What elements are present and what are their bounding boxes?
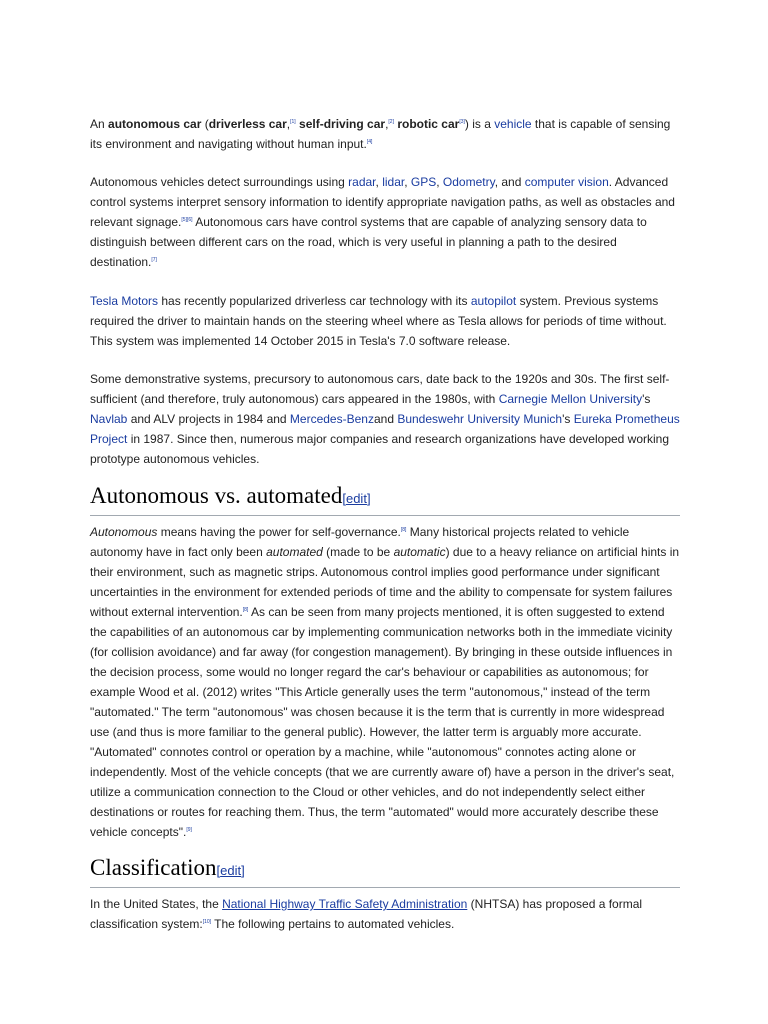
edit-section-link[interactable] [216,863,244,878]
link-eureka-prometheus[interactable]: Eureka Prometheus Project [90,412,680,446]
text: The following pertains to automated vehicles. [211,917,455,931]
citation-link[interactable]: [9] [186,827,192,833]
citation-link[interactable]: [5][6] [181,217,193,223]
citation-link[interactable]: [1] [290,119,296,125]
text: ( [201,117,209,131]
section-title: Autonomous vs. automated [90,483,343,508]
sensors-paragraph [90,172,680,272]
text: Some demonstrative systems, precursory to autonomous cars, date back to the 1920s and 30s. The first self-sufficient (and therefore, truly autonomous) cars appeared in the 1980s, with [90,372,670,406]
text: An [90,117,109,131]
history-paragraph [90,369,680,469]
link-carnegie-mellon[interactable]: Carnegie Mellon University [498,392,643,406]
text: in 1987. Since then, numerous major companies and research organizations have developed working prototype autonomous vehicles. [90,432,670,466]
text: , [404,175,411,189]
text: (NHTSA) has proposed a formal classification system: [90,897,643,931]
intro-paragraph: An autonomous car (driverless car,[1] self-driving car,[2] robotic car[3]) is a vehicle that is capable of sensing its environment and navigating without human input.[4] [90,117,671,151]
text: , [436,175,443,189]
citation-link[interactable]: [2] [388,119,394,125]
text: that is capable of sensing its environment and navigating without human input. [90,117,671,151]
edit-link[interactable]: edit [345,491,367,506]
text: 's [642,392,651,406]
text: and ALV projects in 1984 and [127,412,290,426]
section-title: Classification [90,855,217,880]
text: , and [494,175,525,189]
section-heading-classification [90,852,680,888]
link-lidar[interactable]: lidar [382,175,405,189]
classification-paragraph [90,894,680,934]
link-navlab[interactable]: Navlab [90,412,128,426]
edit-section-link[interactable] [342,491,370,506]
text: Many historical projects related to vehicle autonomy have in fact only been [90,525,630,559]
edit-link[interactable]: edit [220,863,242,878]
italic-term: Autonomous [90,525,158,539]
link-mercedes-benz[interactable]: Mercedes-Benz [289,412,374,426]
italic-term: automated [266,545,323,559]
text: and [373,412,398,426]
link-odometry[interactable]: Odometry [442,175,495,189]
text: ) is a [464,117,495,131]
citation-link[interactable]: [8] [400,527,407,533]
text: system. Previous systems required the driver to maintain hands on the steering wheel where as Tesla allows for periods of time without. This system was implemented 14 October 2015 in Tesla's 7.0 software release. [90,294,667,348]
text: ) due to a heavy reliance on artificial hints in their environment, such as magnetic strips. Autonomous control implies good performance under significant uncertainties in the environment for extended periods of time and the ability to compensate for system failures without external intervention. [90,545,680,619]
bold-term: self-driving car [299,117,386,131]
link-radar[interactable]: radar [348,175,376,189]
link-vehicle[interactable]: vehicle [494,117,532,131]
bold-term: driverless car [208,117,287,131]
text: has recently popularized driverless car technology with its [158,294,471,308]
tesla-paragraph [90,291,680,351]
text: Autonomous cars have control systems that are capable of analyzing sensory data to distinguish between different cars on the road, which is very useful in planning a path to the desired destination. [90,215,647,269]
text: Autonomous vehicles detect surroundings using [90,175,349,189]
text: As can be seen from many projects mentioned, it is often suggested to extend the capabilities of an autonomous car by implementing communication networks both in the immediate vicinity (for collision avoidance) and far away (for congestion management). By bringing in these outside influences in the decision process, some would no longer regard the car's behaviour or capabilities as autonomous; for example Wood et al. (2012) writes "This Article generally uses the term "autonomous," instead of the term "automated." The term "autonomous" was chosen because it is the term that is currently in more widespread use (and thus is more familiar to the general public). However, the latter term is arguably more accurate. "Automated" connotes control or operation by a machine, while "autonomous" connotes acting alone or independently. Most of the vehicle concepts (that we are currently aware of) have a person in the driver's seat, utilize a communication connection to the Cloud or other vehicles, and do not independently select either destinations or routes for reaching them. Thus, the term "automated" would more accurately describe these vehicle concepts". [90,605,675,839]
link-bundeswehr-university[interactable]: Bundeswehr University Munich [397,412,563,426]
text: 's [562,412,574,426]
text: , [375,175,383,189]
bracket: ] [366,491,371,506]
link-computer-vision[interactable]: computer vision [524,175,609,189]
text: . Advanced control systems interpret sensory information to identify appropriate navigation paths, as well as obstacles and relevant signage. [90,175,675,229]
link-autopilot[interactable]: autopilot [470,294,517,308]
citation-link[interactable]: [7] [151,257,157,263]
bracket: ] [241,863,245,878]
bracket: [ [216,863,221,878]
citation-link[interactable]: [8] [242,607,249,613]
bold-term: robotic car [397,117,460,131]
bold-term: autonomous car [108,117,202,131]
italic-term: automatic [393,545,446,559]
text: (made to be [322,545,394,559]
section-heading-autonomous-vs-automated [90,480,680,516]
citation-link[interactable]: [4] [366,139,373,145]
citation-link[interactable]: [10] [202,919,212,925]
link-tesla-motors[interactable]: Tesla Motors [90,294,159,308]
text: In the United States, the [90,897,223,911]
autonomy-paragraph [90,522,680,842]
bracket: [ [342,491,346,506]
link-nhtsa[interactable]: National Highway Traffic Safety Administration [222,897,468,911]
text: means having the power for self-governance. [157,525,401,539]
link-gps[interactable]: GPS [410,175,437,189]
citation-link[interactable]: [3] [459,119,465,125]
